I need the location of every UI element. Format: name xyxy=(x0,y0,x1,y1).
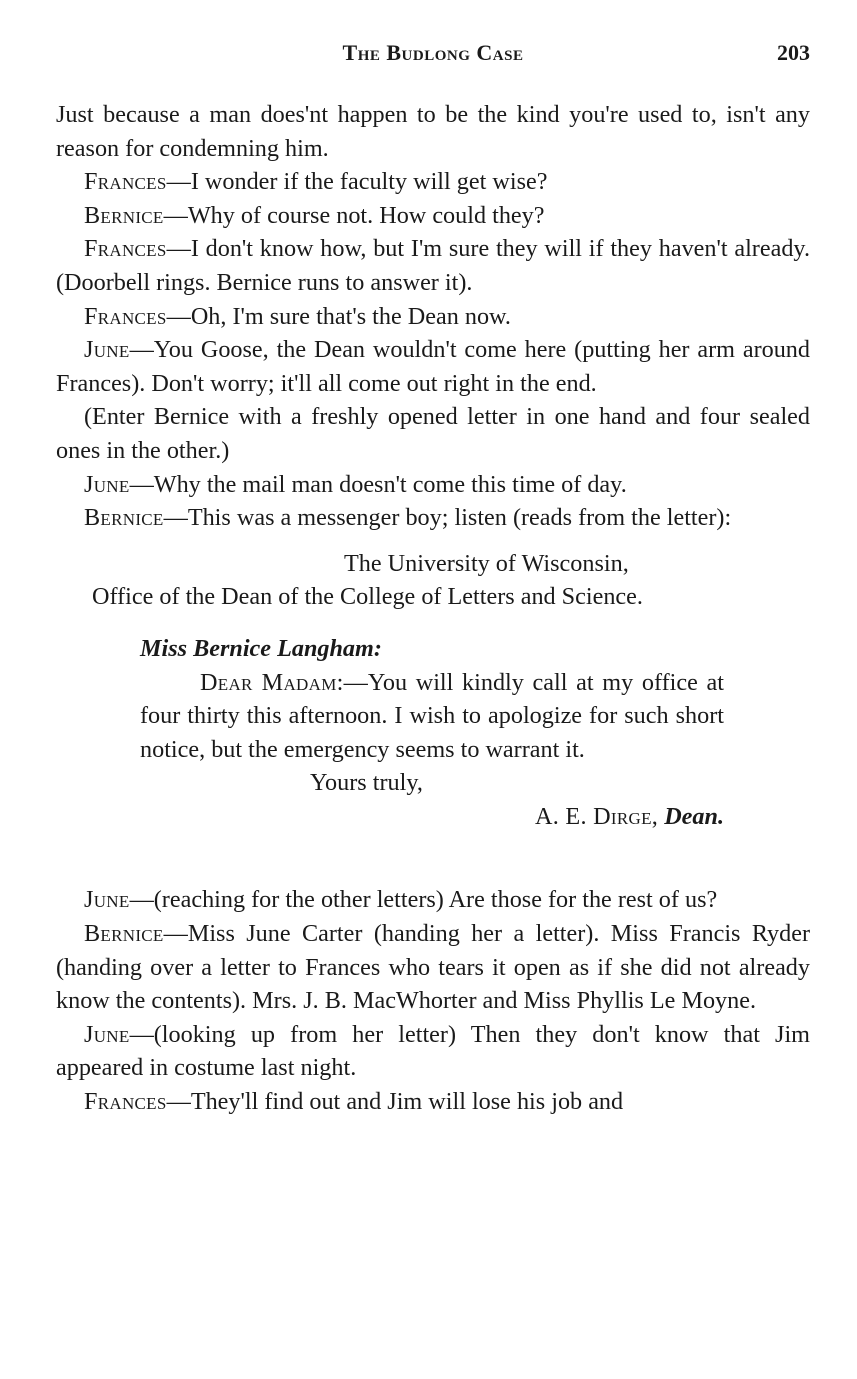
page-body xyxy=(56,98,810,1119)
running-title: The Budlong Case xyxy=(342,40,524,65)
speaker-name: June xyxy=(84,886,130,914)
dialogue-text: —They'll find out and Jim will lose his job and xyxy=(166,1088,624,1116)
dialogue-text: —(reaching for the other letters) Are those for the rest of us? xyxy=(129,886,718,914)
dialogue-text: —Why the mail man doesn't come this time of day. xyxy=(129,470,627,498)
dialogue-text: —This was a messenger boy; listen (reads from the letter): xyxy=(163,504,732,532)
dialogue-line xyxy=(56,165,810,199)
letter-salutation: Miss Bernice Langham: xyxy=(140,634,382,662)
dialogue-line xyxy=(56,883,810,917)
letter-body-text: —You will kindly call at my office at four thirty this afternoon. I wish to apologize for such short notice, but the emergency seems to warrant it. xyxy=(140,668,724,763)
dialogue-text: —I wonder if the faculty will get wise? xyxy=(166,168,548,196)
speaker-name: Frances xyxy=(84,235,167,263)
speaker-name: Frances xyxy=(84,1088,167,1116)
speaker-name: June xyxy=(84,470,130,498)
letter-greeting: Dear Madam: xyxy=(200,668,344,696)
dialogue-text: —You Goose, the Dean wouldn't come here (putting her arm around Frances). Don't worry; it'll all come out right in the end. xyxy=(56,336,810,397)
dialogue-line xyxy=(56,300,810,334)
speaker-name: Bernice xyxy=(84,920,164,948)
dialogue-line xyxy=(56,1085,810,1119)
section-gap xyxy=(56,855,810,883)
speaker-name: June xyxy=(84,1020,130,1048)
dialogue-line xyxy=(56,232,810,299)
speaker-name: June xyxy=(84,336,130,364)
speaker-name: Bernice xyxy=(84,201,164,229)
letter-body xyxy=(140,666,724,767)
dialogue-text: —Why of course not. How could they? xyxy=(163,201,545,229)
speaker-name: Frances xyxy=(84,168,167,196)
dialogue-line xyxy=(56,501,810,535)
dialogue-text: —I don't know how, but I'm sure they will if they haven't already. (Doorbell rings. Bernice runs to answer it). xyxy=(56,235,810,296)
dialogue-line xyxy=(56,468,810,502)
book-page xyxy=(56,36,810,1119)
dialogue-text: —(looking up from her letter) Then they don't know that Jim appeared in costume last night. xyxy=(56,1020,810,1082)
page-header xyxy=(56,36,810,76)
dialogue-line xyxy=(56,1018,810,1085)
dialogue-text: —Miss June Carter (handing her a letter). Miss Francis Ryder (handing over a letter to Frances who tears it open as if she did not already know the contents). Mrs. J. B. MacWhorter and Miss Phyllis Le Moyne. xyxy=(56,920,810,1015)
letter-closing: Yours truly, xyxy=(310,769,423,797)
letter-block xyxy=(140,632,724,834)
letter-heading xyxy=(56,547,810,614)
dialogue-text: —Oh, I'm sure that's the Dean now. xyxy=(166,302,511,330)
letter-heading-institution: The University of Wisconsin, xyxy=(344,549,629,577)
speaker-name: Bernice xyxy=(84,504,164,532)
paragraph: Just because a man does'nt happen to be the kind you're used to, isn't any reason for condemning him. xyxy=(56,101,810,162)
letter-heading-office: Office of the Dean of the College of Letters and Science. xyxy=(92,583,643,611)
page-number: 203 xyxy=(777,40,810,65)
dialogue-line xyxy=(56,333,810,400)
signature-title: Dean. xyxy=(664,802,724,830)
speaker-name: Frances xyxy=(84,302,167,330)
dialogue-line xyxy=(56,917,810,1018)
dialogue-line xyxy=(56,199,810,233)
letter-signature xyxy=(140,800,724,834)
signature-name: A. E. Dirge, xyxy=(534,802,659,830)
stage-direction: (Enter Bernice with a freshly opened letter in one hand and four sealed ones in the other.) xyxy=(56,403,810,464)
